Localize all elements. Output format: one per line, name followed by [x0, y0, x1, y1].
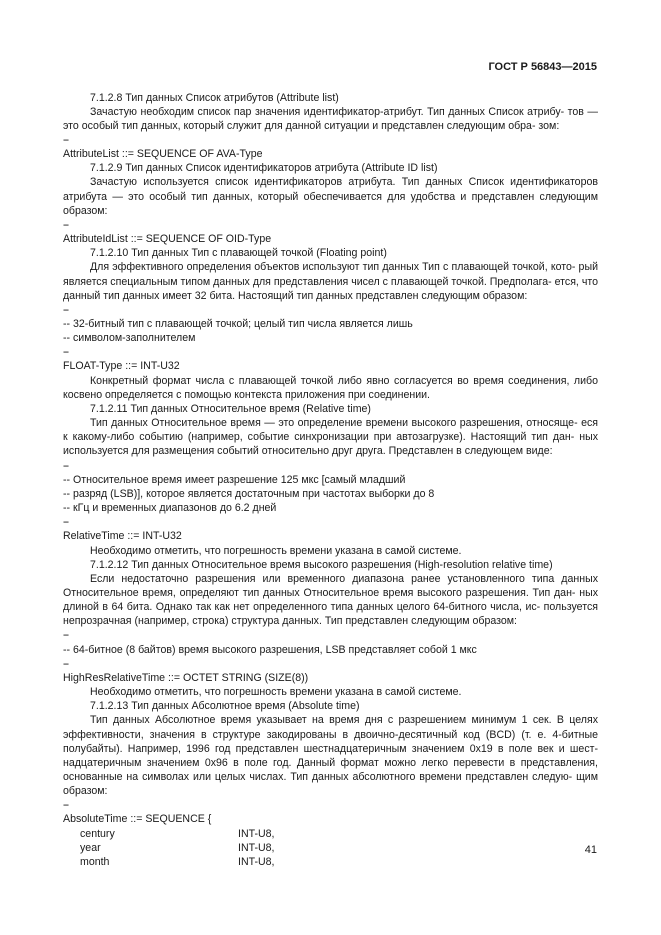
- body-paragraph: Если недостаточно разрешения или временного диапазона ранее установленного типа данных Относительное время, определяют тип данных Относительное время высокого разрешения. Тип дан- ных длиной в 64 бита. Однако так как нет определенного типа данных целого 64-битного числа, ис- пользуется непрозрачная (например, строка) структура данных. Тип представлен следующим образом:: [63, 572, 598, 628]
- section-heading-7-1-2-12: 7.1.2.12 Тип данных Относительное время высокого разрешения (High-resolution relative time): [90, 558, 553, 571]
- code-comment-line: --: [63, 218, 69, 231]
- code-comment-line: --: [63, 346, 69, 359]
- code-comment-line: --: [63, 629, 69, 642]
- code-comment-line: -- символом-заполнителем: [63, 332, 196, 345]
- body-paragraph: Необходимо отметить, что погрешность времени указана в самой системе.: [90, 544, 462, 557]
- field-type: INT-U8,: [238, 841, 275, 854]
- code-definition: HighResRelativeTime ::= OCTET STRING (SIZE(8)): [63, 671, 309, 684]
- section-heading-7-1-2-11: 7.1.2.11 Тип данных Относительное время (Relative time): [90, 402, 371, 415]
- code-field-century: [63, 827, 598, 841]
- code-comment-line: -- разряд (LSB)], которое является достаточным при частотах выборки до 8: [63, 487, 435, 500]
- document-body: [63, 91, 598, 870]
- body-paragraph: Конкретный формат числа с плавающей точкой либо явно согласуется во время соединения, либо косвено определяется с помощью контекста приложения при соединении.: [63, 374, 598, 401]
- code-comment-line: --: [63, 303, 69, 316]
- field-type: INT-U8,: [238, 827, 275, 840]
- code-field-year: [63, 841, 598, 855]
- field-name: century: [80, 827, 115, 840]
- code-comment-line: -- кГц и временных диапазонов до 6.2 дней: [63, 502, 277, 515]
- body-paragraph: Тип данных Относительное время — это определение времени высокого разрешения, относяще- еся к какому-либо событию (например, событие синхронизации при автозагрузке). Настоящий тип дан- ных используется для размещения событий относительно друг друга. Представлен в следующем виде:: [63, 417, 598, 458]
- body-paragraph: Зачастую необходим список пар значения идентификатор-атрибут. Тип данных Список атрибу- тов — это особый тип данных, который служит для данной ситуации и представлен следующим обра- зом:: [63, 105, 598, 132]
- document-header: ГОСТ Р 56843—2015: [488, 61, 597, 73]
- body-paragraph: Для эффективного определения объектов используют тип данных Тип с плавающей точкой, кото- рый является специальным типом данных для представления чисел с плавающей точкой. Предполага- ется, что данный тип данных имеет 32 бита. Настоящий тип данных представлен следующим образом:: [63, 261, 598, 302]
- code-comment-line: --: [63, 459, 69, 472]
- field-type: INT-U8,: [238, 855, 275, 868]
- page-number: 41: [584, 844, 597, 856]
- code-definition: AbsoluteTime ::= SEQUENCE {: [63, 813, 212, 826]
- code-definition: AttributeList ::= SEQUENCE OF AVA-Type: [63, 148, 263, 161]
- body-paragraph: Зачастую используется список идентификаторов атрибута. Тип данных Список идентификаторов атрибута — это особый тип данных, который обеспечивается для удобства и представлен следующим образом:: [63, 176, 598, 217]
- code-definition: AttributeIdList ::= SEQUENCE OF OID-Type: [63, 233, 272, 246]
- section-heading-7-1-2-8: 7.1.2.8 Тип данных Список атрибутов (Attribute list): [90, 91, 339, 104]
- section-heading-7-1-2-9: 7.1.2.9 Тип данных Список идентификаторов атрибута (Attribute ID list): [90, 162, 438, 175]
- code-field-month: [63, 855, 598, 869]
- code-comment-line: --: [63, 516, 69, 529]
- code-definition: FLOAT-Type ::= INT-U32: [63, 360, 180, 373]
- code-definition: RelativeTime ::= INT-U32: [63, 530, 182, 543]
- section-heading-7-1-2-10: 7.1.2.10 Тип данных Тип с плавающей точкой (Floating point): [90, 247, 387, 260]
- field-name: year: [80, 841, 101, 854]
- section-heading-7-1-2-13: 7.1.2.13 Тип данных Абсолютное время (Absolute time): [90, 700, 360, 713]
- body-paragraph: Необходимо отметить, что погрешность времени указана в самой системе.: [90, 686, 462, 699]
- code-comment-line: --: [63, 799, 69, 812]
- field-name: month: [80, 855, 110, 868]
- body-paragraph: Тип данных Абсолютное время указывает на время дня с разрешением минимум 1 сек. В целях эффективности, значения в структуре закодированы в двоично-десятичный код (BCD) (т. е. 4-битные полубайты). Например, 1996 год представлен шестнадцатеричным значением 0x19 в поле век и шест- надцатеричным значением 0x96 в поле год. Данный формат можно легко перевести в представления, основанные на символах или целых числах. Тип данных абсолютного времени представлен следую- щим образом:: [63, 714, 598, 798]
- code-comment-line: -- Относительное время имеет разрешение 125 мкс [самый младший: [63, 473, 406, 486]
- code-comment-line: -- 64-битное (8 байтов) время высокого разрешения, LSB представляет собой 1 мкс: [63, 643, 477, 656]
- code-comment-line: --: [63, 133, 69, 146]
- code-comment-line: --: [63, 657, 69, 670]
- code-comment-line: -- 32-битный тип с плавающей точкой; целый тип числа является лишь: [63, 318, 413, 330]
